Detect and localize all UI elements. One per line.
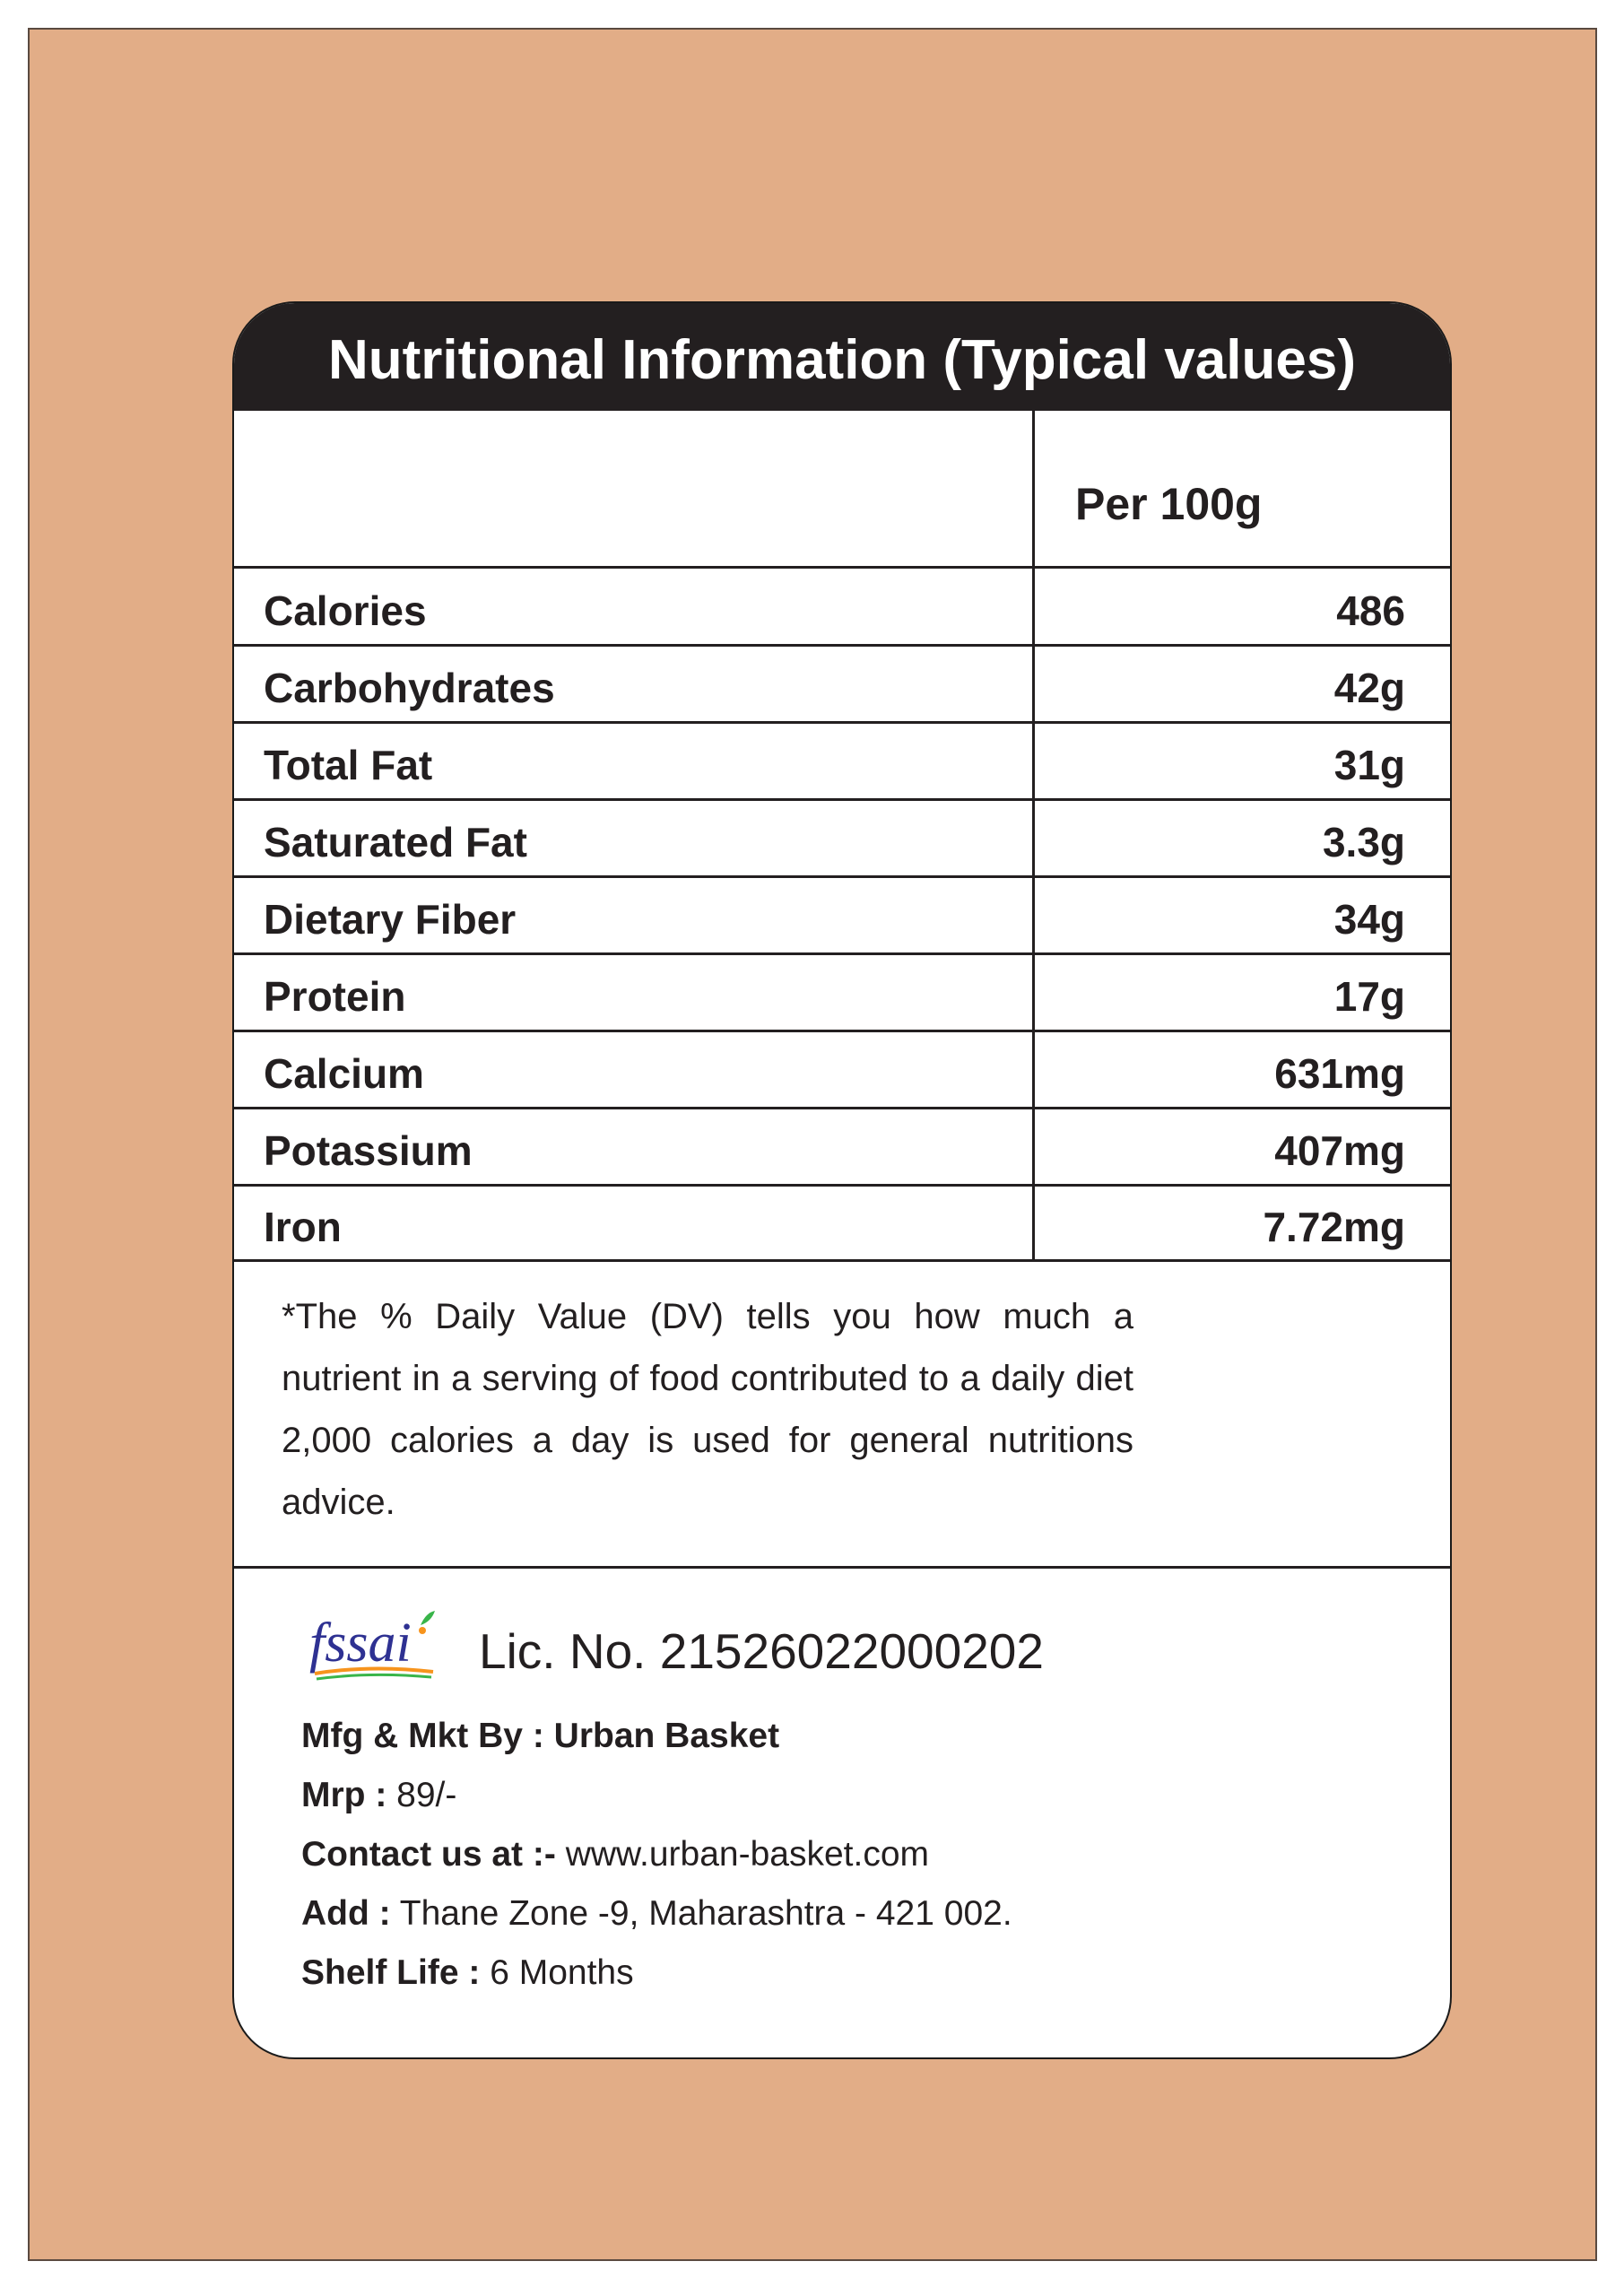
- section-rule: [234, 1566, 1450, 1569]
- row-label-dietary-fiber: Dietary Fiber: [264, 896, 517, 943]
- row-label-total-fat: Total Fat: [264, 742, 433, 788]
- address-value: Thane Zone -9, Maharashtra - 421 002.: [399, 1894, 1012, 1933]
- column-divider: [1032, 411, 1035, 1260]
- row-value-calories: 486: [1336, 587, 1405, 634]
- table-rule: [234, 952, 1450, 955]
- row-label-calories: Calories: [264, 587, 427, 634]
- row-value-iron: 7.72mg: [1263, 1204, 1405, 1250]
- row-label-iron: Iron: [264, 1204, 342, 1250]
- nutrition-title: Nutritional Information (Typical values): [234, 303, 1450, 411]
- contact-line: [301, 1835, 929, 1874]
- mrp-value: 89/-: [396, 1776, 457, 1814]
- row-label-calcium: Calcium: [264, 1050, 424, 1097]
- mfg-value: Urban Basket: [553, 1717, 780, 1755]
- manufacturer-line: [301, 1717, 779, 1756]
- table-rule: [234, 644, 1450, 647]
- mrp-label: Mrp :: [301, 1776, 387, 1814]
- fssai-logo-icon: [308, 1607, 442, 1688]
- contact-website: www.urban-basket.com: [565, 1835, 930, 1874]
- address-label: Add :: [301, 1894, 391, 1933]
- nutrition-label-card: [232, 301, 1452, 2059]
- mfg-label: Mfg & Mkt By :: [301, 1717, 544, 1755]
- mrp-line: [301, 1776, 456, 1815]
- daily-value-footnote: *The % Daily Value (DV) tells you how much a nutrient in a serving of food contributed to a daily diet 2,000 calories a day is used for general nutritions advice.: [282, 1297, 1133, 1522]
- table-rule: [234, 875, 1450, 878]
- row-value-calcium: 631mg: [1274, 1050, 1405, 1097]
- row-value-saturated-fat: 3.3g: [1322, 819, 1405, 865]
- table-rule: [234, 798, 1450, 801]
- table-rule: [234, 1107, 1450, 1109]
- kraft-background: [28, 28, 1597, 2261]
- row-value-protein: 17g: [1333, 973, 1405, 1020]
- per-100g-header: Per 100g: [1075, 479, 1263, 529]
- table-rule: [234, 1184, 1450, 1187]
- row-value-dietary-fiber: 34g: [1333, 896, 1405, 943]
- address-line: [301, 1894, 1012, 1934]
- row-label-carbohydrates: Carbohydrates: [264, 665, 555, 711]
- row-value-carbohydrates: 42g: [1333, 665, 1405, 711]
- shelf-life-value: 6 Months: [490, 1953, 634, 1992]
- row-value-potassium: 407mg: [1274, 1127, 1405, 1174]
- table-rule: [234, 1030, 1450, 1032]
- shelf-life-label: Shelf Life :: [301, 1953, 481, 1992]
- table-rule: [234, 566, 1450, 569]
- contact-label: Contact us at :-: [301, 1835, 556, 1874]
- svg-text:fssai: fssai: [309, 1613, 412, 1674]
- row-value-total-fat: 31g: [1333, 742, 1405, 788]
- license-number: Lic. No. 21526022000202: [479, 1623, 1044, 1679]
- table-rule: [234, 721, 1450, 724]
- row-label-saturated-fat: Saturated Fat: [264, 819, 527, 865]
- table-rule: [234, 1259, 1450, 1262]
- row-label-protein: Protein: [264, 973, 406, 1020]
- row-label-potassium: Potassium: [264, 1127, 473, 1174]
- shelf-life-line: [301, 1953, 634, 1993]
